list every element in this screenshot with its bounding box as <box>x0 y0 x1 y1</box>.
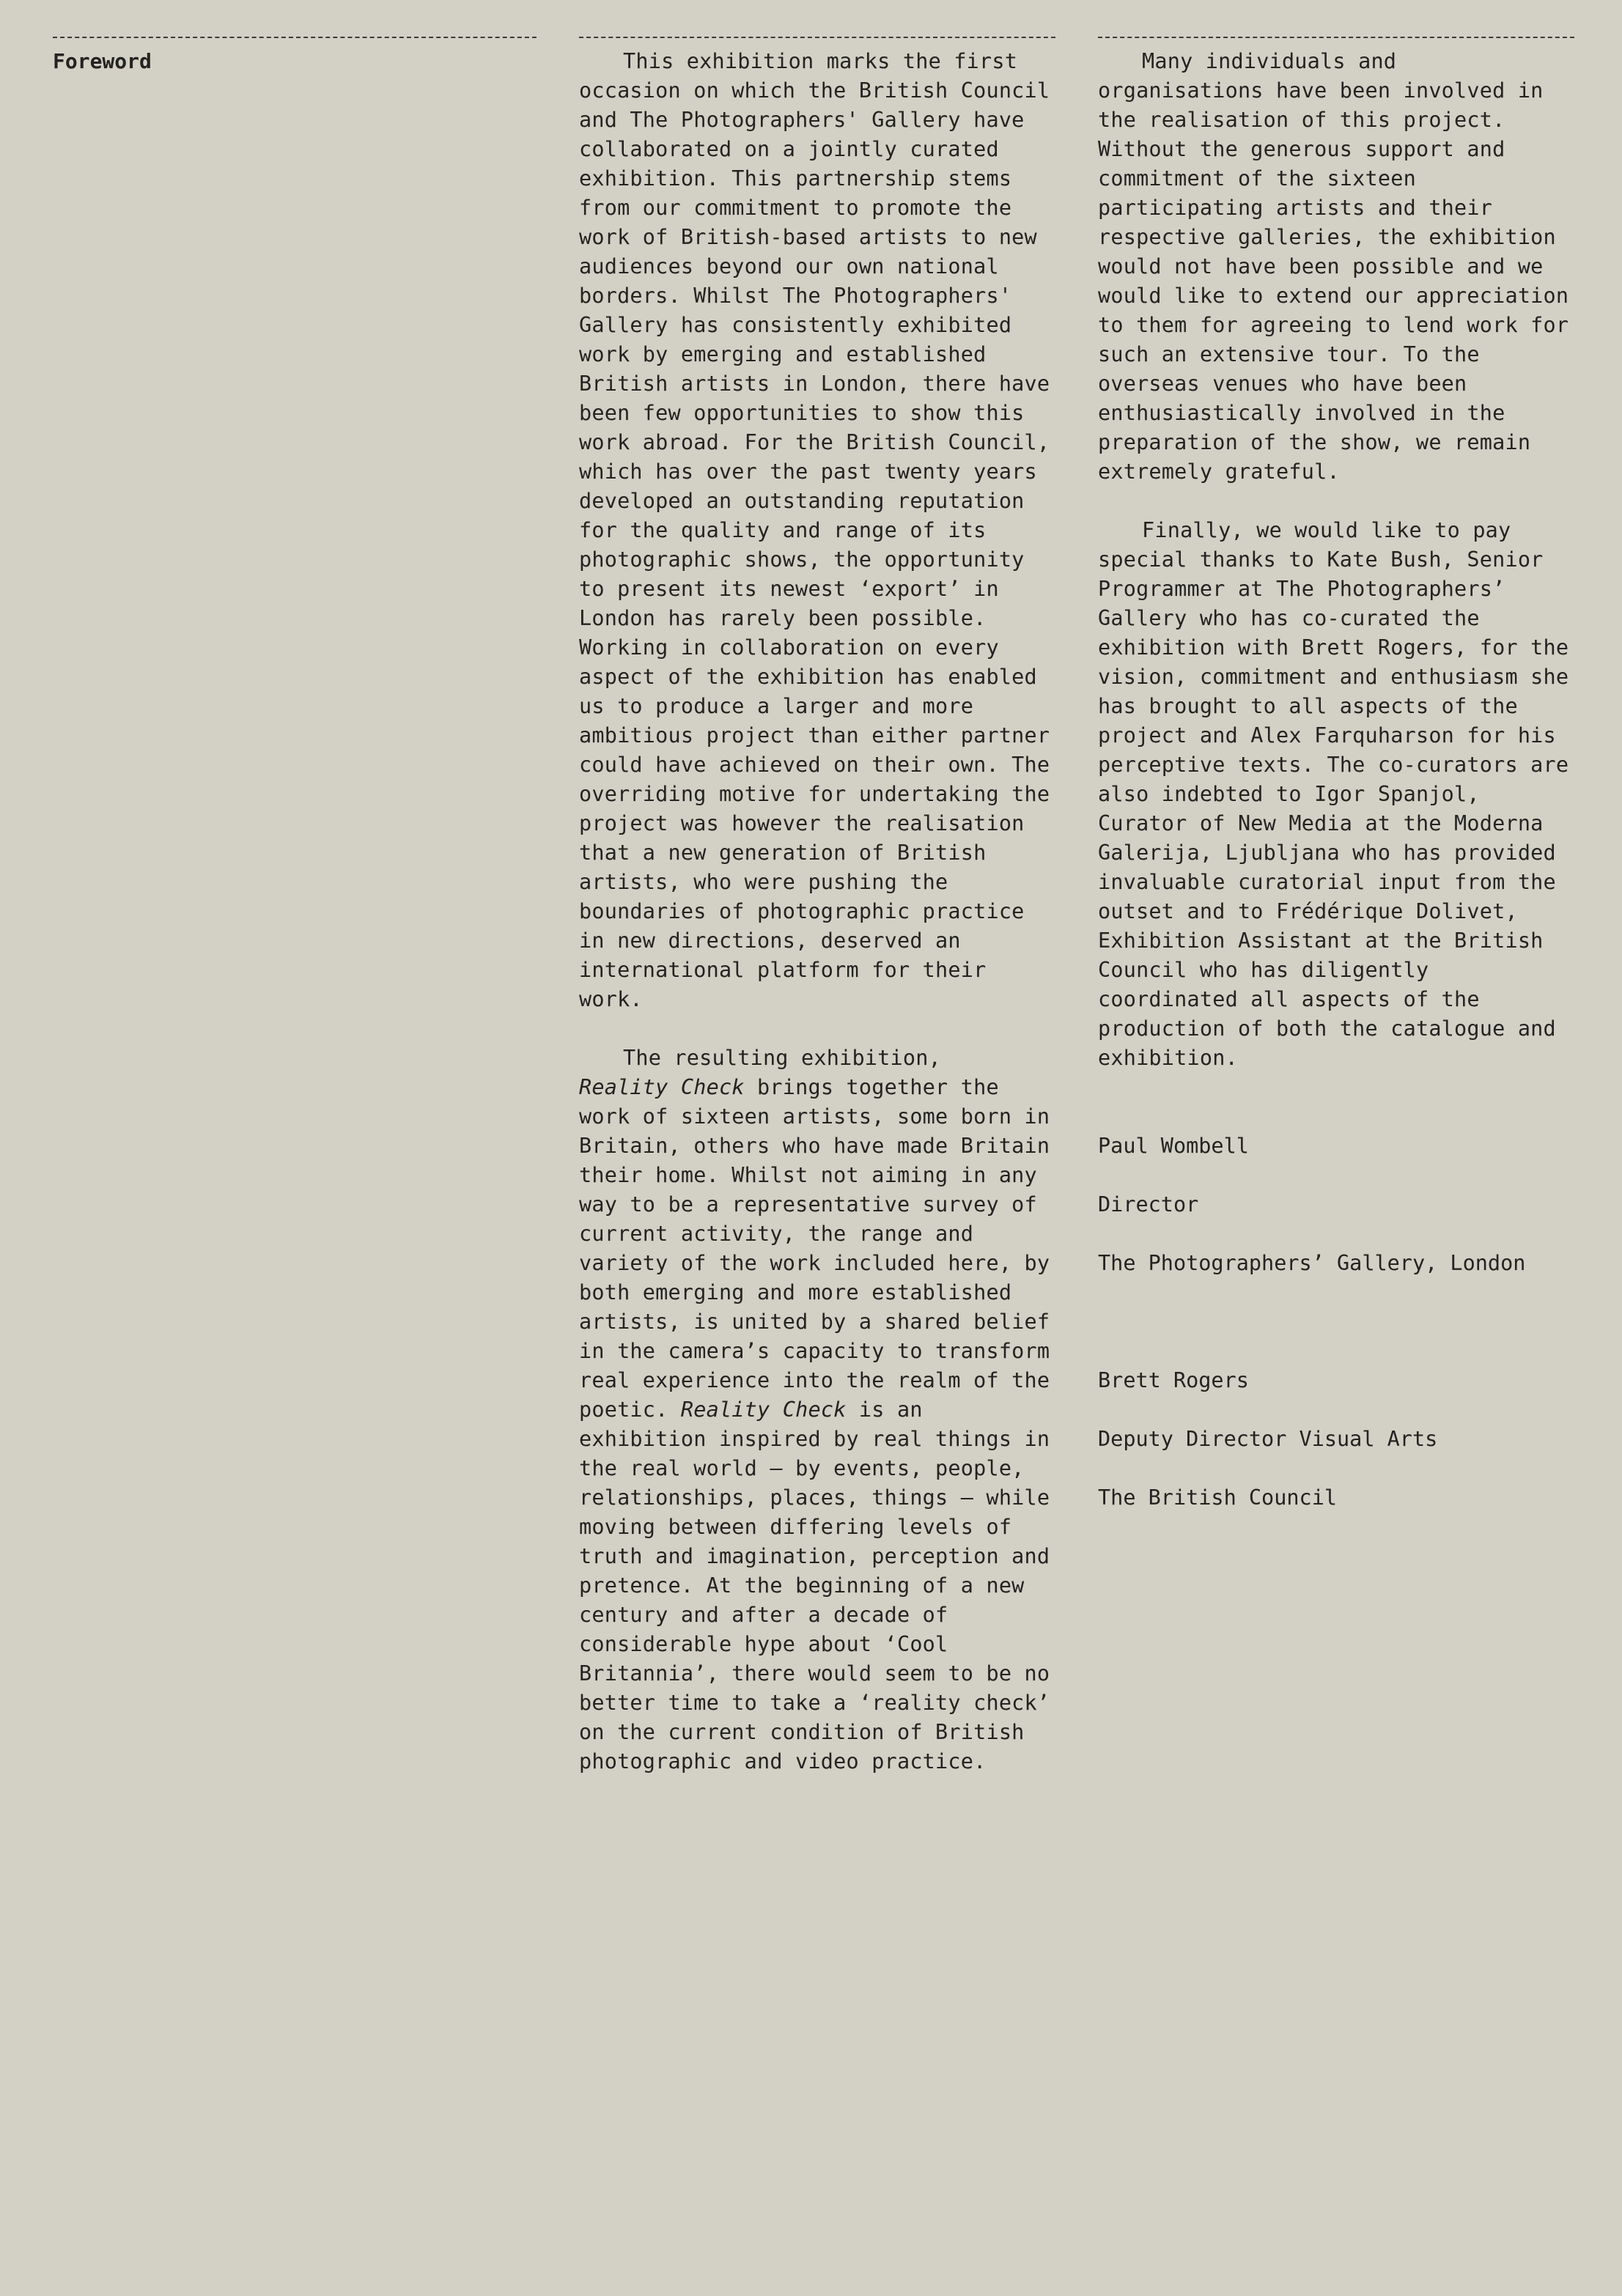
paragraph-2 <box>579 1044 1055 1776</box>
section-heading: Foreword <box>53 49 152 73</box>
signatory-name: Brett Rogers <box>1098 1368 1249 1392</box>
italic-title: Reality Check <box>579 1075 745 1099</box>
signatory-organisation: The Photographers’ Gallery, London <box>1098 1251 1526 1275</box>
paragraph-3: Many individuals and organisations have been involved in the realisation of this project. Without the generous support and commitment of the sixteen participating artists and their respective galleries, the exhibition would not have been possible and we would like to extend our appreciation to them for agreeing to lend work for such an extensive tour. To the overseas venues who have been enthusiastically involved in the preparation of the show, we remain extremely grateful. <box>1098 49 1569 484</box>
signatory-organisation: The British Council <box>1098 1485 1338 1510</box>
paragraph-4: Finally, we would like to pay special thanks to Kate Bush, Senior Programmer at The Photographers’ Gallery who has co-curated the exhibition with Brett Rogers, for the vision, commitment and enthusiasm she has brought to all aspects of the project and Alex Farquharson for his perceptive texts. The co-curators are also indebted to Igor Spanjol, Curator of New Media at the Moderna Galerija, Ljubljana who has provided invaluable curatorial input from the outset and to Frédérique Dolivet, Exhibition Assistant at the British Council who has diligently coordinated all aspects of the production of both the catalogue and exhibition. <box>1098 518 1569 1070</box>
middle-column <box>579 37 1055 1806</box>
paragraph-2-text-c: is an exhibition inspired by real things in the real world – by events, people, relationships, places, things – while moving between differing levels of truth and imagination, perception and pretence. At the beginning of a new century and after a decade of considerable hype about ‘Cool Britannia’, there would seem to be no better time to take a ‘reality check’ on the current condition of British photographic and video practice. <box>579 1398 1050 1773</box>
right-column <box>1098 37 1574 1571</box>
column-rule <box>579 37 1055 38</box>
signatory-title: Director <box>1098 1192 1199 1217</box>
signature-block <box>1098 1102 1574 1307</box>
paragraph-1: This exhibition marks the first occasion on which the British Council and The Photographers' Gallery have collaborated on a jointly curated exhibition. This partnership stems from our commitment to promote the work of British-based artists to new audiences beyond our own national borders. Whilst The Photographers' Gallery has consistently exhibited work by emerging and established British artists in London, there have been few opportunities to show this work abroad. For the British Council, which has over the past twenty years developed an outstanding reputation for the quality and range of its photographic shows, the opportunity to present its newest ‘export’ in London has rarely been possible. Working in collaboration on every aspect of the exhibition has enabled us to produce a larger and more ambitious project than either partner could have achieved on their own. The overriding motive for undertaking the project was however the realisation that a new generation of British artists, who were pushing the boundaries of photographic practice in new directions, deserved an international platform for their work. <box>579 49 1050 1011</box>
signatory-name: Paul Wombell <box>1098 1134 1249 1158</box>
italic-title: Reality Check <box>680 1398 847 1422</box>
column-rule <box>1098 37 1574 38</box>
signature-block <box>1098 1337 1574 1542</box>
paragraph-2-text-b: brings together the work of sixteen artists, some born in Britain, others who have made Britain their home. Whilst not aiming in any way to be a representative survey of current activity, the range and variety of the work included here, by both emerging and more established artists, is united by a shared belief in the camera’s capacity to transform real experience into the realm of the poetic. <box>579 1075 1050 1422</box>
paragraph-2-text-a: The resulting exhibition, <box>623 1046 941 1070</box>
column-rule <box>53 37 537 38</box>
signatory-title: Deputy Director Visual Arts <box>1098 1427 1438 1451</box>
left-column <box>53 37 537 76</box>
